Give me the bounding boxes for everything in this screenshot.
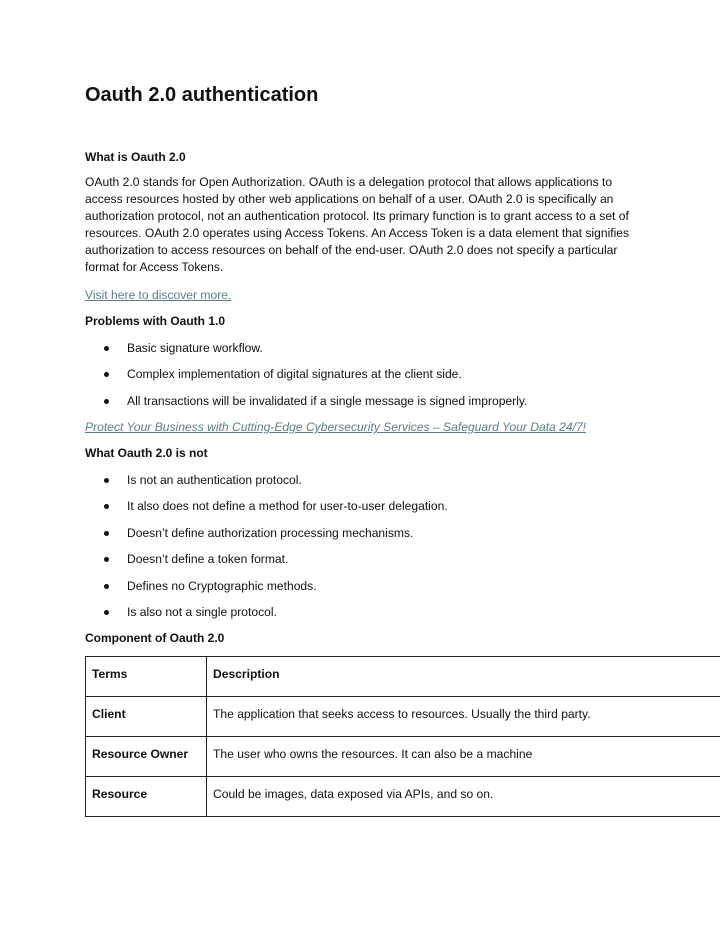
discover-more-link[interactable]: Visit here to discover more.	[85, 288, 232, 302]
list-item-text: Defines no Cryptographic methods.	[127, 578, 317, 593]
table-row	[86, 697, 720, 737]
table-cell-term: Resource Owner	[86, 737, 207, 777]
bullet-icon	[104, 557, 109, 562]
page-title: Oauth 2.0 authentication	[85, 84, 319, 106]
list-item	[85, 366, 685, 392]
list-item	[85, 393, 685, 419]
heading-components: Component of Oauth 2.0	[85, 631, 225, 645]
list-item-text: Basic signature workflow.	[127, 341, 263, 355]
table-cell-description: Could be images, data exposed via APIs, and so on.	[207, 777, 720, 817]
bullet-icon	[104, 531, 109, 536]
bullet-icon	[104, 399, 109, 404]
bullet-icon	[104, 372, 109, 377]
components-table	[85, 656, 720, 817]
table-cell-description: The application that seeks access to resources. Usually the third party.	[207, 697, 720, 737]
list-item	[85, 472, 685, 498]
list-item-text: Complex implementation of digital signatures at the client side.	[127, 367, 462, 382]
intro-paragraph: OAuth 2.0 stands for Open Authorization. OAuth is a delegation protocol that allows applications to access resources hosted by other web applications on behalf of a user. OAuth 2.0 is specifically an authorization protocol, not an authentication protocol. Its primary function is to grant access to a set of resources. OAuth 2.0 operates using Access Tokens. An Access Token is a data element that signifies authorization to access resources on behalf of the end-user. OAuth 2.0 does not specify a particular format for Access Tokens.	[85, 175, 630, 275]
list-item-text: Doesn’t define authorization processing mechanisms.	[127, 525, 414, 540]
bullet-icon	[104, 584, 109, 589]
bullet-icon	[104, 346, 109, 351]
list-item-text: Is also not a single protocol.	[127, 604, 277, 619]
list-item-text: It also does not define a method for user-to-user delegation.	[127, 499, 448, 514]
table-row	[86, 777, 720, 817]
table-cell-term: Resource	[86, 777, 207, 817]
table-cell-description: The user who owns the resources. It can also be a machine	[207, 737, 720, 777]
document-page	[85, 0, 720, 931]
list-item	[85, 525, 685, 551]
list-item-text: Doesn’t define a token format.	[127, 552, 289, 567]
problems-list	[85, 340, 685, 419]
column-header-terms: Terms	[86, 657, 207, 697]
not-list	[85, 472, 685, 630]
bullet-icon	[104, 610, 109, 615]
heading-what-is-not: What Oauth 2.0 is not	[85, 446, 208, 460]
bullet-icon	[104, 504, 109, 509]
list-item	[85, 340, 685, 366]
table-header-row	[86, 657, 720, 697]
table-cell-term: Client	[86, 697, 207, 737]
list-item	[85, 578, 685, 604]
list-item-text: All transactions will be invalidated if a single message is signed improperly.	[127, 393, 528, 408]
list-item	[85, 498, 685, 524]
heading-problems: Problems with Oauth 1.0	[85, 314, 226, 328]
cybersecurity-promo-link[interactable]: Protect Your Business with Cutting-Edge Cybersecurity Services – Safeguard Your Data 24/7!	[85, 420, 587, 434]
column-header-description: Description	[207, 657, 720, 697]
table-row	[86, 737, 720, 777]
bullet-icon	[104, 478, 109, 483]
heading-what-is: What is Oauth 2.0	[85, 150, 186, 164]
list-item	[85, 551, 685, 577]
list-item-text: Is not an authentication protocol.	[127, 473, 302, 487]
list-item	[85, 604, 685, 630]
